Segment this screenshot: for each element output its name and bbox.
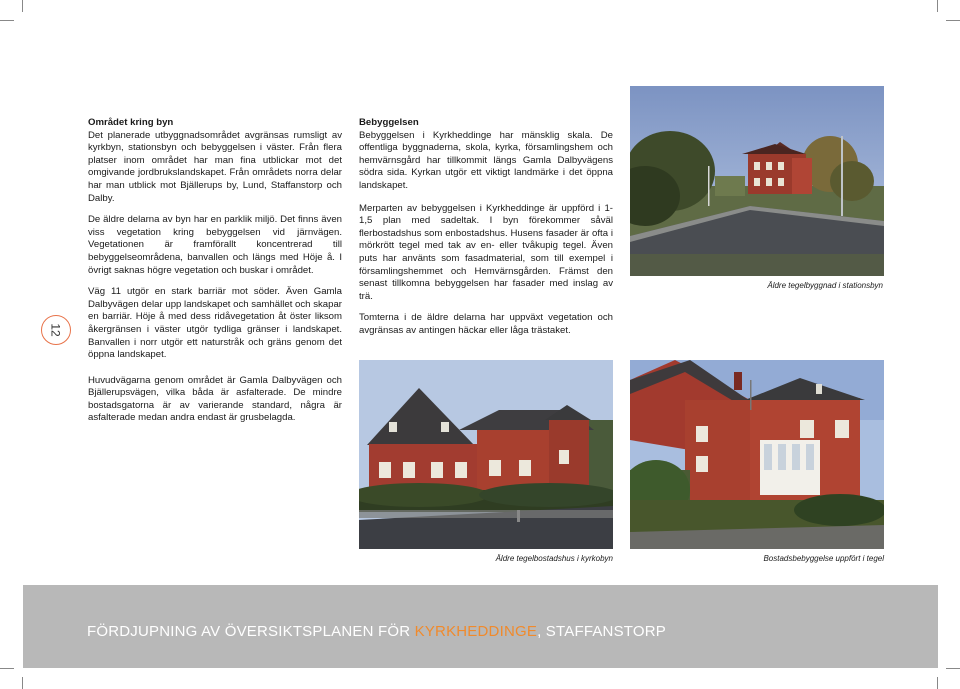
section-heading: Området kring byn: [88, 117, 174, 128]
footer-band: [23, 585, 938, 668]
crop-mark: [0, 20, 14, 21]
crop-mark: [0, 668, 14, 669]
column-buildings: [359, 117, 613, 347]
document-title-place: KYRKHEDDINGE: [414, 623, 538, 640]
caption-station-building: Äldre tegelbyggnad i stationsbyn: [767, 281, 883, 290]
crop-mark: [946, 668, 960, 669]
paragraph: Väg 11 utgör en stark barriär mot söder. Även Gamla Dalbyvägen delar upp landskapet och samhället och skapar en barriär. Höje å med dess ridåvegetation åt öster liksom åkergränsen i väster utgör tydliga gränser i landskapet. Banvallen i norr utgör ett naturstråk och gräns genom det öppna landskapet.: [88, 286, 342, 361]
crop-mark: [22, 0, 23, 12]
paragraph: Det planerade utbyggnadsområdet avgränsas rumsligt av kyrkbyn, stationsbyn och bebyggelsen i väster. Från flera platser inom området har man fina utblickar mot det omgivande jordbrukslandskapet. Från områdets norra delar har man utblick mot Bjällerups by, Lund, Staffanstorp och Dalby.: [88, 129, 342, 204]
document-title-municipality: , STAFFANSTORP: [537, 623, 666, 640]
paragraph: Tomterna i de äldre delarna har uppväxt vegetation och avgränsas av antingen häckar eller låga trästaket.: [359, 312, 613, 336]
paragraph: Huvudvägarna genom området är Gamla Dalbyvägen och Bjällerupsvägen, vilka båda är asfalterade. De mindre bostadsgatorna är av varierande standard, några är asfalterade medan andra endast är grusbelagda.: [88, 374, 342, 424]
caption-brick-residence: Bostadsbebyggelse uppfört i tegel: [763, 554, 884, 563]
section-heading: Bebyggelsen: [359, 117, 419, 128]
caption-church-village-house: Äldre tegelbostadshus i kyrkobyn: [495, 554, 613, 563]
photo-brick-residence-image: [630, 360, 884, 549]
document-title: [87, 623, 666, 640]
photo-station-building-image: [630, 86, 884, 276]
page-number: 12: [48, 323, 63, 337]
photo-station-building: [630, 86, 884, 276]
document-title-main: FÖRDJUPNING AV ÖVERSIKTSPLANEN FÖR: [87, 623, 415, 640]
crop-mark: [937, 677, 938, 689]
crop-mark: [22, 677, 23, 689]
crop-mark: [937, 0, 938, 12]
photo-brick-residence: [630, 360, 884, 549]
paragraph: Merparten av bebyggelsen i Kyrkheddinge är uppförd i 1-1,5 plan med sadeltak. I byn förekommer såväl flerbostadshus som enbostadshus. Husens fasader är ofta i mörkrött tegel med tak av en- eller tvåkupig tegel. Även puts har använts som fasadmaterial, som till exempel i församlingshemmet och Hemvärnsgården. Främst den senast tillkomna bebyggelsen har fasader med inslag av trä.: [359, 202, 613, 302]
column-area-around-village: [88, 117, 342, 434]
photo-church-village-house: [359, 360, 613, 549]
paragraph: De äldre delarna av byn har en parklik miljö. Det finns även viss vegetation kring bebyggelsen vid järnvägen. Vegetationen är framförallt koncentrerad till bebyggelseområdena, banvallen och längs med Höje å. I övrigt saknas högre vegetation och buskar i området.: [88, 214, 342, 276]
page-number-badge: [41, 315, 71, 345]
photo-church-village-house-image: [359, 360, 613, 549]
crop-mark: [946, 20, 960, 21]
paragraph: Bebyggelsen i Kyrkheddinge har mänsklig skala. De offentliga byggnaderna, skola, kyrka, församlingshem och hemvärnsgård har tillkommit längs Gamla Dalbyvägens södra sida. Kyrkan utgör ett viktigt landmärke i det öppna landskapet.: [359, 129, 613, 191]
